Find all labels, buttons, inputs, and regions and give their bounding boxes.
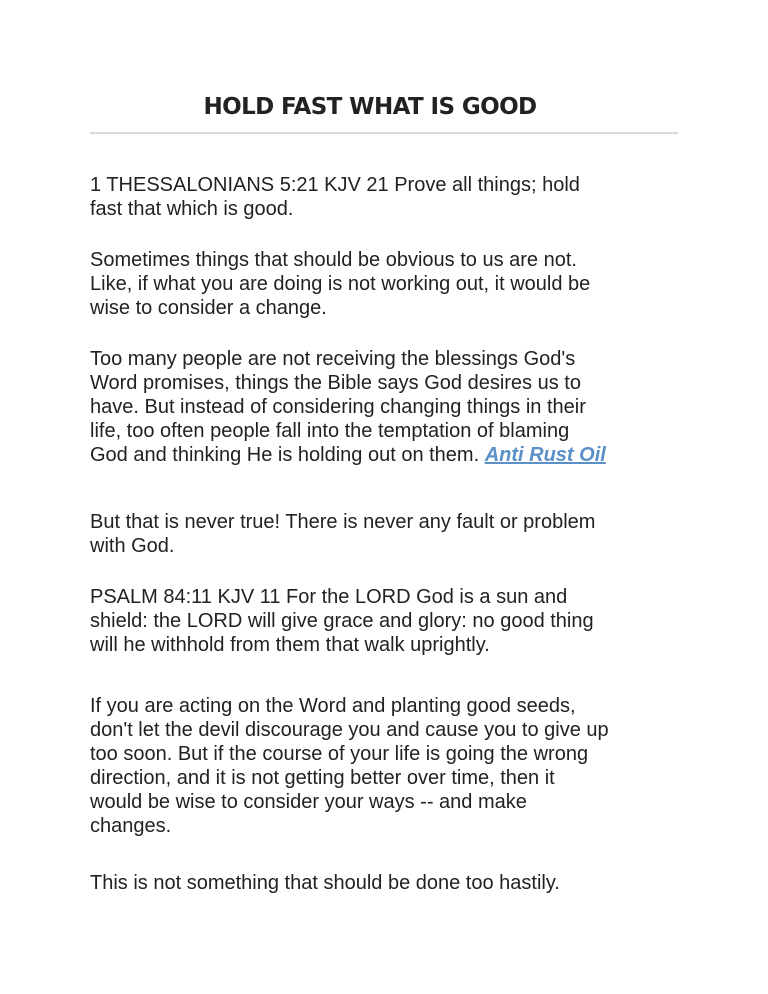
text-line: This is not something that should be done too hastily.: [90, 872, 560, 894]
text-line: fast that which is good.: [90, 198, 294, 220]
text-line: with God.: [90, 535, 175, 557]
text-line: shield: the LORD will give grace and glory: no good thing: [90, 610, 594, 632]
paragraph: [90, 510, 730, 558]
text-line: Too many people are not receiving the blessings God's: [90, 348, 576, 370]
text-line: Word promises, things the Bible says God desires us to: [90, 372, 581, 394]
text-segment: God and thinking He is holding out on them.: [90, 444, 485, 466]
paragraph: [90, 694, 730, 838]
text-line: Like, if what you are doing is not working out, it would be: [90, 273, 591, 295]
text-line: PSALM 84:11 KJV 11 For the LORD God is a sun and: [90, 586, 568, 608]
text-line: would be wise to consider your ways -- and make: [90, 791, 527, 813]
text-line: have. But instead of considering changing things in their: [90, 396, 586, 418]
text-line: too soon. But if the course of your life is going the wrong: [90, 743, 589, 765]
text-line: If you are acting on the Word and planting good seeds,: [90, 695, 576, 717]
text-line: changes.: [90, 815, 172, 837]
text-line: 1 THESSALONIANS 5:21 KJV 21 Prove all things; hold: [90, 174, 580, 196]
paragraph: [90, 871, 730, 895]
text-line-with-link: [90, 443, 730, 467]
text-line: wise to consider a change.: [90, 297, 327, 319]
text-line: don't let the devil discourage you and cause you to give up: [90, 719, 609, 741]
paragraph-scripture-thessalonians: [90, 173, 730, 221]
text-line: But that is never true! There is never any fault or problem: [90, 511, 596, 533]
paragraph-scripture-psalm: [90, 585, 730, 657]
text-line: life, too often people fall into the temptation of blaming: [90, 420, 570, 442]
anti-rust-oil-link[interactable]: Anti Rust Oil: [484, 444, 606, 466]
paragraph: [90, 248, 730, 320]
text-line: will he withhold from them that walk uprightly.: [90, 634, 490, 656]
text-line: direction, and it is not getting better over time, then it: [90, 767, 555, 789]
document-title: HOLD FAST WHAT IS GOOD: [203, 94, 537, 120]
title-divider: [90, 132, 678, 134]
paragraph: [90, 347, 730, 467]
text-line: Sometimes things that should be obvious to us are not.: [90, 249, 577, 271]
